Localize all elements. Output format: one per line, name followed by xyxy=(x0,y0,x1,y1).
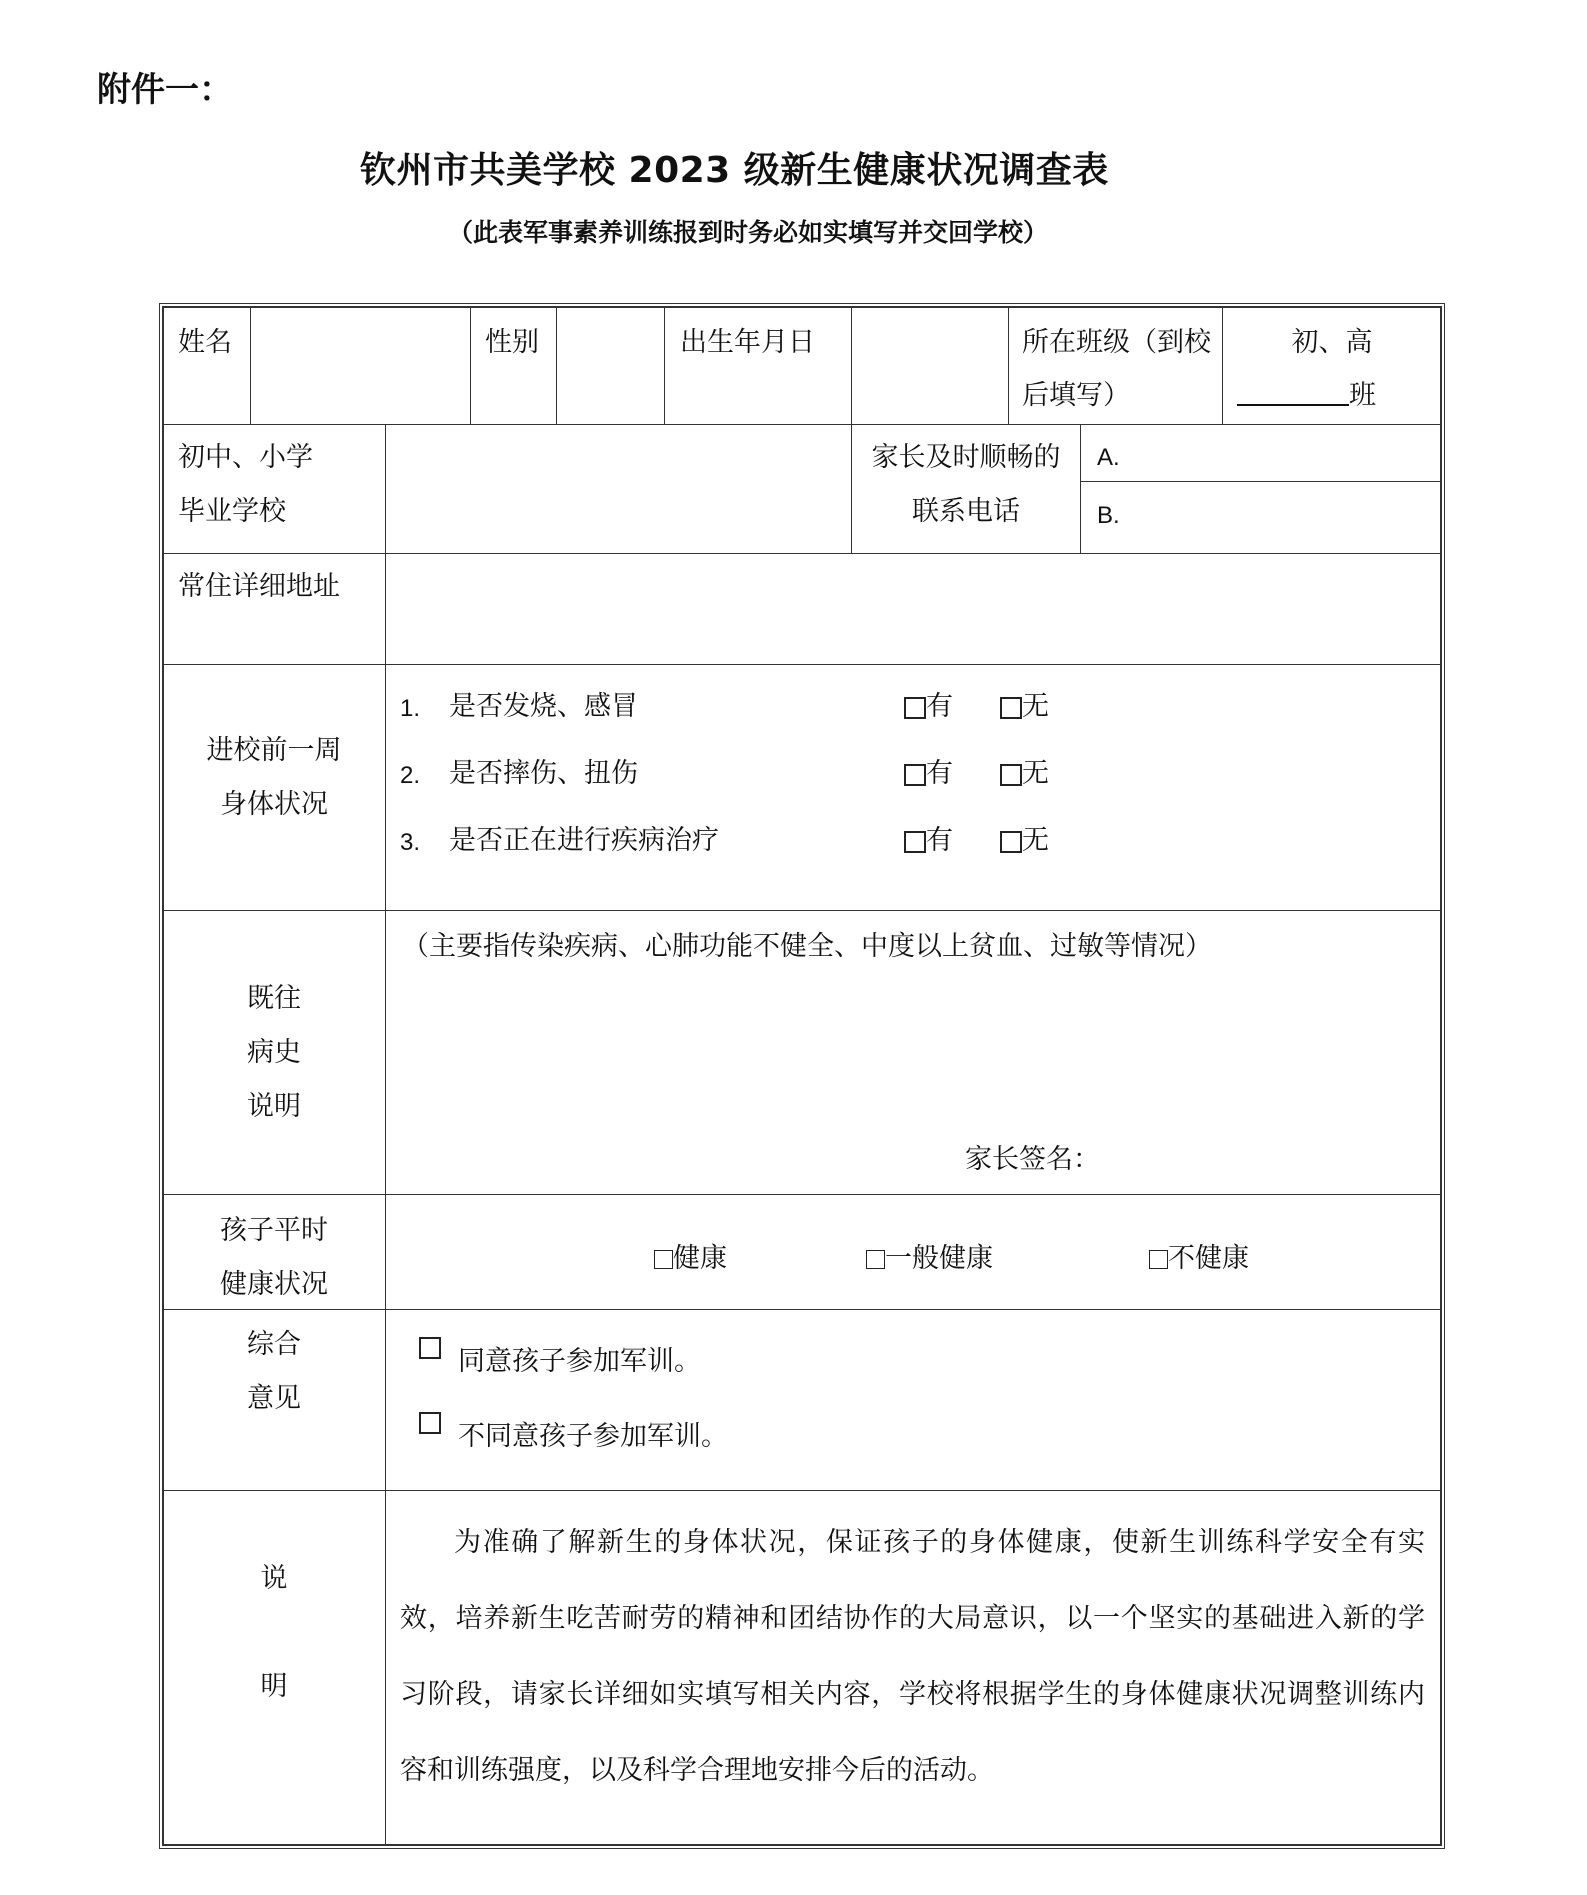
opinion-label-line1: 综合 xyxy=(247,1329,301,1360)
item-number: 3. xyxy=(400,829,421,856)
notes-label-line2: 明 xyxy=(260,1671,288,1702)
notes-label-line1: 说 xyxy=(260,1563,288,1594)
col-divider xyxy=(470,307,471,424)
phone-label-line2: 联系电话 xyxy=(912,496,1020,527)
item-question: 是否发烧、感冒 xyxy=(449,691,638,722)
row-divider xyxy=(163,424,1441,425)
page-title: 钦州市共美学校 2023 级新生健康状况调查表 xyxy=(360,150,1109,191)
page-subtitle: （此表军事素养训练报到时务必如实填写并交回学校） xyxy=(448,218,1049,247)
checkbox-icon[interactable] xyxy=(1000,697,1022,719)
class-suffix: 班 xyxy=(1349,380,1376,411)
health-option-healthy[interactable]: 健康 xyxy=(654,1232,727,1286)
row-divider xyxy=(163,1194,1441,1195)
checkbox-icon[interactable] xyxy=(1149,1250,1168,1269)
pre-week-label-line2: 身体状况 xyxy=(220,789,328,820)
address-label: 常住详细地址 xyxy=(178,571,340,602)
gender-label: 性别 xyxy=(485,327,539,358)
checkbox-icon[interactable] xyxy=(904,764,926,786)
name-label: 姓名 xyxy=(178,327,232,358)
class-label-line2: 后填写） xyxy=(1022,380,1130,411)
phone-b-label: B. xyxy=(1097,502,1120,529)
item-question: 是否正在进行疾病治疗 xyxy=(449,825,719,856)
phone-divider xyxy=(1080,481,1441,482)
history-label-line3: 说明 xyxy=(247,1091,301,1122)
history-hint: （主要指传染疾病、心肺功能不健全、中度以上贫血、过敏等情况） xyxy=(402,931,1212,962)
label-column-divider xyxy=(385,424,386,1845)
history-label-line1: 既往 xyxy=(247,983,301,1014)
annex-label: 附件一： xyxy=(97,70,233,110)
checkbox-icon[interactable] xyxy=(1000,831,1022,853)
class-number xyxy=(1237,369,1376,423)
class-level: 初、高 xyxy=(1291,327,1373,358)
phone-a-label: A. xyxy=(1097,444,1120,471)
parent-signature-label: 家长签名： xyxy=(965,1144,1100,1175)
checkbox-icon[interactable] xyxy=(904,831,926,853)
phone-label-line1: 家长及时顺畅的 xyxy=(871,442,1061,473)
col-divider xyxy=(1080,424,1081,553)
class-label-line1: 所在班级（到校 xyxy=(1022,327,1211,358)
no-option[interactable]: 无 xyxy=(1000,747,1049,801)
birth-label: 出生年月日 xyxy=(680,327,815,358)
health-status-label-line2: 健康状况 xyxy=(220,1269,328,1300)
opinion-label-line2: 意见 xyxy=(247,1383,301,1414)
row-divider xyxy=(163,1490,1441,1491)
col-divider xyxy=(556,307,557,424)
school-label-line2: 毕业学校 xyxy=(178,496,286,527)
no-option[interactable]: 无 xyxy=(1000,814,1049,868)
checkbox-icon[interactable] xyxy=(654,1250,673,1269)
history-label-line2: 病史 xyxy=(247,1037,301,1068)
col-divider xyxy=(664,307,665,424)
item-question: 是否摔伤、扭伤 xyxy=(449,758,638,789)
item-number: 2. xyxy=(400,762,421,789)
checkbox-icon[interactable] xyxy=(904,697,926,719)
row-divider xyxy=(163,664,1441,665)
col-divider xyxy=(851,307,852,424)
yes-option[interactable]: 有 xyxy=(904,747,953,801)
col-divider xyxy=(1222,307,1223,424)
row-divider xyxy=(163,553,1441,554)
row-divider xyxy=(163,910,1441,911)
col-divider xyxy=(1008,307,1009,424)
health-option-unhealthy[interactable]: 不健康 xyxy=(1149,1232,1249,1286)
disagree-checkbox[interactable] xyxy=(419,1412,441,1434)
school-label-line1: 初中、小学 xyxy=(178,442,313,473)
health-status-label-line1: 孩子平时 xyxy=(220,1215,328,1246)
checkbox-icon[interactable] xyxy=(1000,764,1022,786)
checkbox-icon[interactable] xyxy=(866,1250,885,1269)
no-option[interactable]: 无 xyxy=(1000,680,1049,734)
agree-checkbox[interactable] xyxy=(419,1337,441,1359)
class-number-blank[interactable] xyxy=(1237,380,1349,406)
yes-option[interactable]: 有 xyxy=(904,680,953,734)
agree-option-label: 同意孩子参加军训。 xyxy=(458,1346,701,1377)
pre-week-label-line1: 进校前一周 xyxy=(206,735,342,766)
yes-option[interactable]: 有 xyxy=(904,814,953,868)
health-option-average[interactable]: 一般健康 xyxy=(866,1232,993,1286)
notes-paragraph: 为准确了解新生的身体状况，保证孩子的身体健康，使新生训练科学安全有实效，培养新生吃苦耐劳的精神和团结协作的大局意识，以一个坚实的基础进入新的学习阶段，请家长详细如实填写相关内容，学校将根据学生的身体健康状况调整训练内容和训练强度，以及科学合理地安排今后的活动。 xyxy=(400,1527,1425,1786)
item-number: 1. xyxy=(400,695,421,722)
disagree-option-label: 不同意孩子参加军训。 xyxy=(458,1421,728,1452)
col-divider xyxy=(250,307,251,424)
